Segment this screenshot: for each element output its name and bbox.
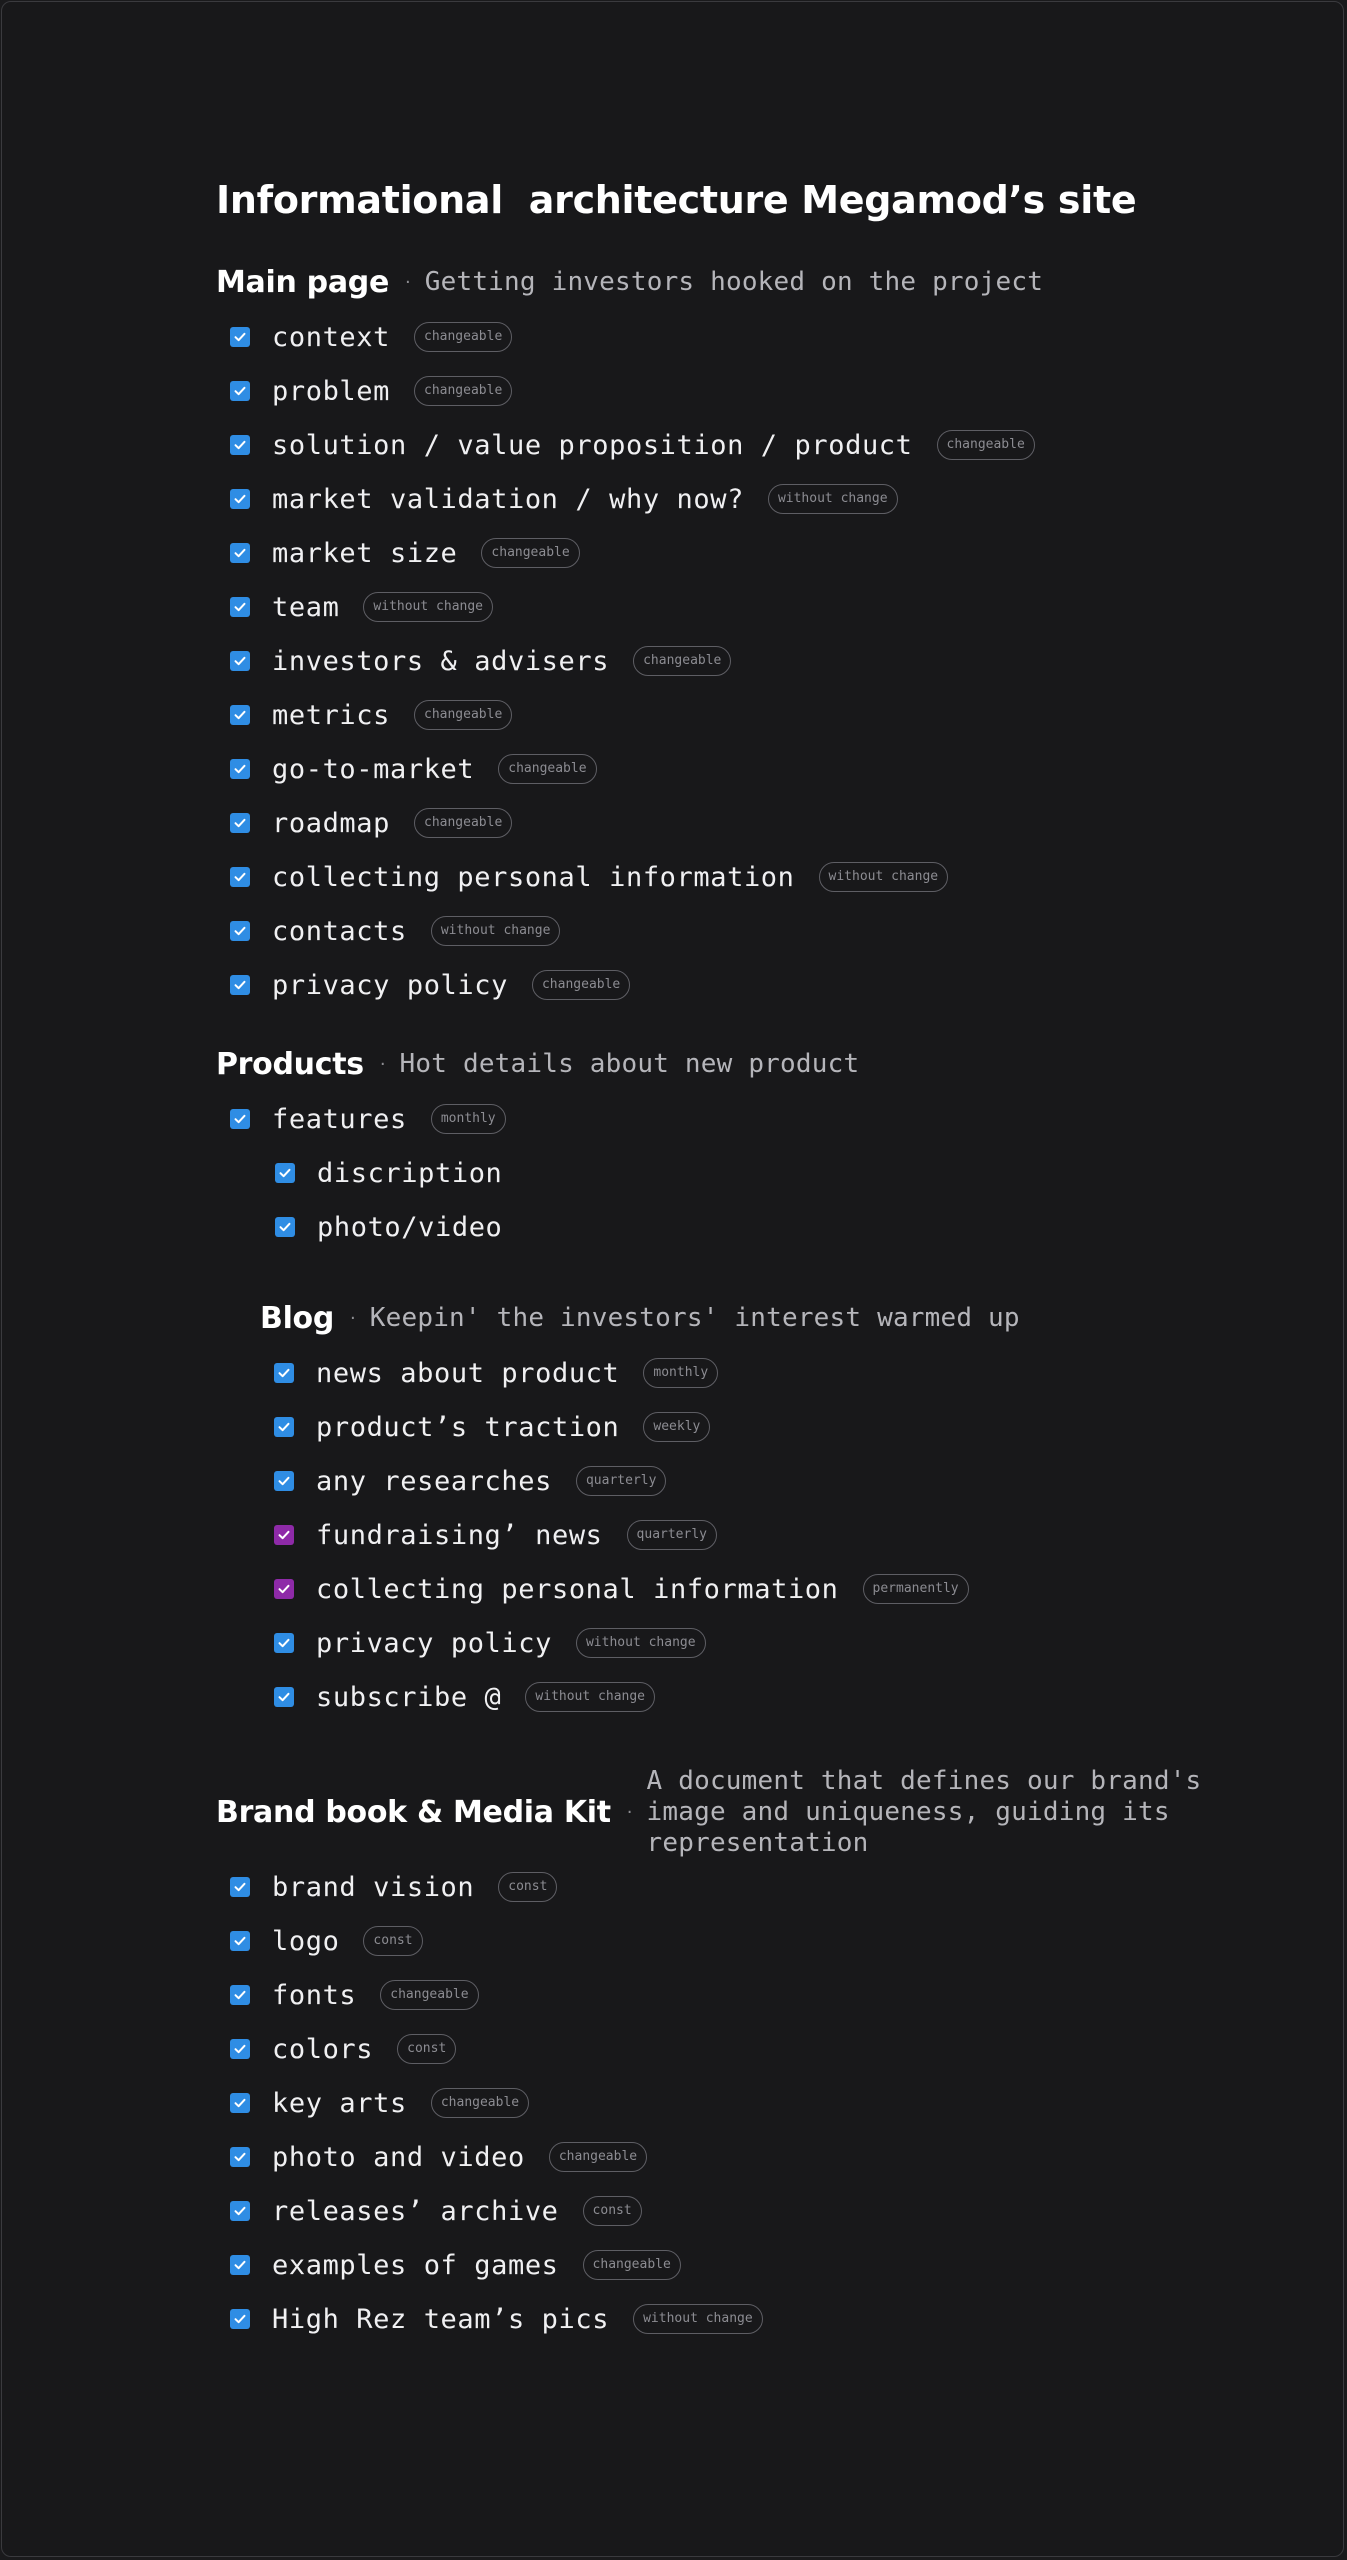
status-tag: without change — [819, 862, 949, 892]
status-tag: without change — [633, 2304, 763, 2334]
item-label: logo — [272, 1925, 340, 1957]
section-subtitle: Getting investors hooked on the project — [424, 266, 1044, 297]
list-item — [216, 2184, 1266, 2238]
list-item — [260, 1616, 1266, 1670]
status-tag: const — [498, 1872, 557, 1902]
list-item — [260, 1670, 1266, 1724]
item-label: subscribe @ — [316, 1681, 502, 1713]
checkbox[interactable] — [230, 489, 250, 509]
subtitle-line: image and uniqueness, guiding its — [646, 1796, 1170, 1827]
list-item — [216, 2130, 1266, 2184]
item-label: privacy policy — [272, 969, 508, 1001]
status-tag: changeable — [414, 322, 512, 352]
item-label: colors — [272, 2033, 374, 2065]
checkbox[interactable] — [275, 1217, 295, 1237]
checkbox[interactable] — [230, 1109, 250, 1129]
section-title: Brand book & Media Kit — [216, 1794, 611, 1830]
separator-dot: · — [379, 1053, 386, 1075]
check-icon — [233, 2312, 247, 2326]
check-icon — [233, 2258, 247, 2272]
item-label: any researches — [316, 1465, 552, 1497]
status-tag: changeable — [481, 538, 579, 568]
list-item — [216, 742, 1266, 796]
item-label: brand vision — [272, 1871, 475, 1903]
check-icon — [277, 1636, 291, 1650]
checkbox[interactable] — [230, 921, 250, 941]
list-item — [216, 1860, 1266, 1914]
list-item — [216, 2022, 1266, 2076]
item-label: fundraising’ news — [316, 1519, 603, 1551]
check-icon — [233, 1880, 247, 1894]
checkbox[interactable] — [230, 867, 250, 887]
list-item — [216, 1968, 1266, 2022]
check-icon — [233, 816, 247, 830]
status-tag: quarterly — [627, 1520, 717, 1550]
checkbox[interactable] — [274, 1471, 294, 1491]
item-label: solution / value proposition / product — [272, 429, 913, 461]
check-icon — [233, 2204, 247, 2218]
list-item — [216, 418, 1266, 472]
checkbox[interactable] — [230, 1877, 250, 1897]
checkbox[interactable] — [230, 381, 250, 401]
section-header — [216, 254, 1266, 310]
item-label: roadmap — [272, 807, 390, 839]
check-icon — [233, 870, 247, 884]
list-item — [216, 2292, 1266, 2346]
checkbox[interactable] — [230, 813, 250, 833]
check-icon — [233, 492, 247, 506]
status-tag: changeable — [498, 754, 596, 784]
item-label: news about product — [316, 1357, 620, 1389]
list-item — [216, 958, 1266, 1012]
status-tag: without change — [363, 592, 493, 622]
status-tag: changeable — [583, 2250, 681, 2280]
check-icon — [233, 2150, 247, 2164]
check-icon — [233, 762, 247, 776]
check-icon — [233, 438, 247, 452]
checkbox[interactable] — [230, 705, 250, 725]
section-subtitle — [647, 1766, 1202, 1859]
item-label: collecting personal information — [272, 861, 795, 893]
content — [216, 172, 1266, 2346]
list-item — [216, 1092, 1266, 1146]
status-tag: changeable — [414, 808, 512, 838]
status-tag: monthly — [643, 1358, 718, 1388]
check-icon — [233, 2042, 247, 2056]
page-title: Informational architecture Megamod’s site — [216, 178, 1137, 222]
checkbox[interactable] — [230, 597, 250, 617]
list-item — [216, 472, 1266, 526]
check-icon — [233, 1988, 247, 2002]
check-icon — [233, 654, 247, 668]
list-item — [260, 1508, 1266, 1562]
checkbox[interactable] — [230, 2255, 250, 2275]
list-item — [216, 2238, 1266, 2292]
list-item — [216, 634, 1266, 688]
checkbox[interactable] — [274, 1579, 294, 1599]
checkbox[interactable] — [230, 2093, 250, 2113]
status-tag: weekly — [643, 1412, 710, 1442]
section-blog — [260, 1290, 1266, 1724]
page-frame — [1, 1, 1344, 2557]
check-icon — [278, 1220, 292, 1234]
status-tag: changeable — [532, 970, 630, 1000]
checkbox[interactable] — [274, 1633, 294, 1653]
subtitle-line: A document that defines our brand's — [646, 1765, 1202, 1796]
item-label: fonts — [272, 1979, 357, 2011]
checkbox[interactable] — [230, 327, 250, 347]
check-icon — [277, 1474, 291, 1488]
list-item — [216, 364, 1266, 418]
status-tag: without change — [768, 484, 898, 514]
status-tag: changeable — [633, 646, 731, 676]
check-icon — [233, 546, 247, 560]
section-main-page — [216, 254, 1266, 1012]
item-list — [216, 1092, 1266, 1254]
section-header — [260, 1290, 1266, 1346]
check-icon — [233, 978, 247, 992]
checkbox[interactable] — [274, 1687, 294, 1707]
list-item — [260, 1562, 1266, 1616]
check-icon — [277, 1582, 291, 1596]
section-title: Blog — [260, 1300, 335, 1336]
status-tag: monthly — [431, 1104, 506, 1134]
section-brand-book — [216, 1764, 1266, 2346]
item-label: problem — [272, 375, 390, 407]
list-subitem — [216, 1200, 1266, 1254]
item-label: context — [272, 321, 390, 353]
section-header — [216, 1764, 1266, 1860]
checkbox[interactable] — [230, 1931, 250, 1951]
checkbox[interactable] — [275, 1163, 295, 1183]
check-icon — [233, 330, 247, 344]
list-item — [260, 1400, 1266, 1454]
item-label: product’s traction — [316, 1411, 620, 1443]
checkbox[interactable] — [230, 2201, 250, 2221]
list-item — [216, 310, 1266, 364]
list-item — [216, 904, 1266, 958]
separator-dot: · — [626, 1801, 633, 1823]
section-header — [216, 1036, 1266, 1092]
item-label: releases’ archive — [272, 2195, 559, 2227]
status-tag: quarterly — [576, 1466, 666, 1496]
check-icon — [277, 1528, 291, 1542]
section-title: Main page — [216, 264, 390, 300]
section-products — [216, 1036, 1266, 1254]
list-item — [216, 1914, 1266, 1968]
list-item — [216, 688, 1266, 742]
item-label: High Rez team’s pics — [272, 2303, 610, 2335]
status-tag: const — [397, 2034, 456, 2064]
item-label: contacts — [272, 915, 407, 947]
list-item — [216, 2076, 1266, 2130]
item-label: photo/video — [317, 1211, 503, 1243]
checkbox[interactable] — [230, 2039, 250, 2059]
check-icon — [278, 1166, 292, 1180]
item-list — [216, 1860, 1266, 2346]
checkbox[interactable] — [230, 435, 250, 455]
section-subtitle: Keepin' the investors' interest warmed up — [369, 1302, 1020, 1333]
check-icon — [233, 384, 247, 398]
status-tag: without change — [525, 1682, 655, 1712]
list-item — [216, 580, 1266, 634]
list-item — [216, 796, 1266, 850]
item-label: team — [272, 591, 340, 623]
item-label: market size — [272, 537, 458, 569]
check-icon — [233, 600, 247, 614]
item-label: go-to-market — [272, 753, 475, 785]
checkbox[interactable] — [230, 543, 250, 563]
section-title: Products — [216, 1046, 364, 1082]
status-tag: changeable — [549, 2142, 647, 2172]
list-item — [216, 850, 1266, 904]
separator-dot: · — [405, 271, 411, 293]
checkbox[interactable] — [274, 1417, 294, 1437]
status-tag: changeable — [431, 2088, 529, 2118]
list-item — [260, 1454, 1266, 1508]
status-tag: changeable — [937, 430, 1035, 460]
checkbox[interactable] — [274, 1525, 294, 1545]
item-list — [260, 1346, 1266, 1724]
check-icon — [277, 1366, 291, 1380]
check-icon — [233, 708, 247, 722]
section-subtitle: Hot details about new product — [399, 1048, 860, 1079]
status-tag: permanently — [863, 1574, 969, 1604]
list-subitem — [216, 1146, 1266, 1200]
item-label: features — [272, 1103, 407, 1135]
item-list — [216, 310, 1266, 1012]
check-icon — [277, 1690, 291, 1704]
status-tag: changeable — [414, 376, 512, 406]
checkbox[interactable] — [230, 1985, 250, 2005]
check-icon — [277, 1420, 291, 1434]
status-tag: without change — [576, 1628, 706, 1658]
checkbox[interactable] — [230, 2147, 250, 2167]
status-tag: const — [363, 1926, 422, 1956]
item-label: examples of games — [272, 2249, 559, 2281]
item-label: metrics — [272, 699, 390, 731]
checkbox[interactable] — [230, 2309, 250, 2329]
item-label: privacy policy — [316, 1627, 552, 1659]
checkbox[interactable] — [230, 651, 250, 671]
list-item — [260, 1346, 1266, 1400]
checkbox[interactable] — [230, 975, 250, 995]
checkbox[interactable] — [274, 1363, 294, 1383]
status-tag: const — [583, 2196, 642, 2226]
item-label: photo and video — [272, 2141, 525, 2173]
item-label: market validation / why now? — [272, 483, 744, 515]
check-icon — [233, 1112, 247, 1126]
item-label: key arts — [272, 2087, 407, 2119]
item-label: investors & advisers — [272, 645, 610, 677]
check-icon — [233, 1934, 247, 1948]
status-tag: changeable — [380, 1980, 478, 2010]
item-label: discription — [317, 1157, 503, 1189]
check-icon — [233, 2096, 247, 2110]
check-icon — [233, 924, 247, 938]
status-tag: changeable — [414, 700, 512, 730]
list-item — [216, 526, 1266, 580]
status-tag: without change — [431, 916, 561, 946]
subtitle-line: representation — [646, 1827, 869, 1858]
item-label: collecting personal information — [316, 1573, 839, 1605]
separator-dot: · — [350, 1307, 356, 1329]
checkbox[interactable] — [230, 759, 250, 779]
